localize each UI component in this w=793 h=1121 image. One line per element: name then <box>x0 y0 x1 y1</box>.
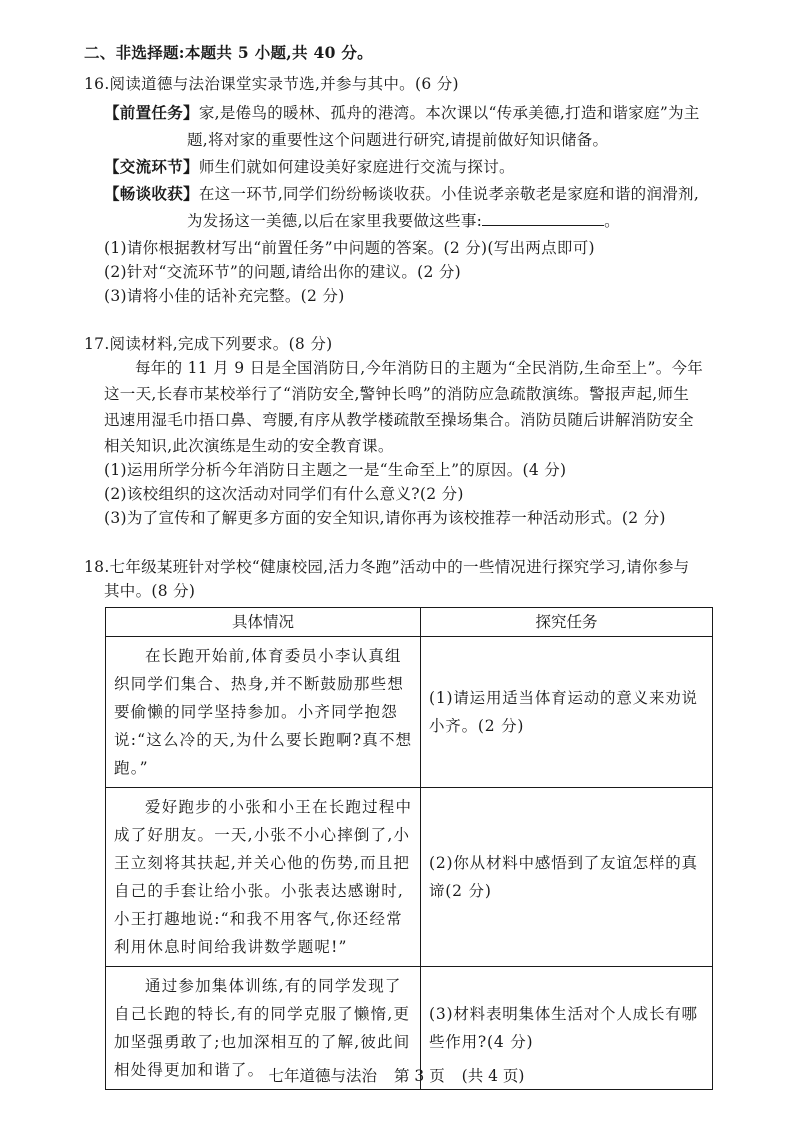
footer-subject: 七年道德与法治 <box>268 1067 378 1085</box>
q16-pre-task-tag: 【前置任务】 <box>104 103 199 122</box>
table-row <box>106 637 713 788</box>
q16-pre-task-line2: 题,将对家的重要性这个问题进行研究,请提前做好知识储备。 <box>187 131 609 149</box>
q16-stem: 16.阅读道德与法治课堂实录节选,并参与其中。(6 分) <box>84 75 459 93</box>
q17-material-line1: 每年的 11 月 9 日是全国消防日,今年消防日的主题为“全民消防,生命至上”。今年 <box>135 359 704 377</box>
q16-harvest-line2: 为发扬这一美德,以后在家里我要做这些事: 。 <box>187 212 620 230</box>
section-header: 二、非选择题:本题共 5 小题,共 40 分。 <box>84 43 373 62</box>
q16-sub3: (3)请将小佳的话补充完整。(2 分) <box>104 287 345 305</box>
q18-stem-line2: 其中。(8 分) <box>104 582 196 600</box>
q18-stem-line1: 18.七年级某班针对学校“健康校园,活力冬跑”活动中的一些情况进行探究学习,请你参与 <box>84 558 690 576</box>
footer-total-pages: (共 4 页) <box>461 1067 525 1085</box>
q16-harvest-line1: 【畅谈收获】在这一环节,同学们纷纷畅谈收获。小佳说孝亲敬老是家庭和谐的润滑剂, <box>104 184 700 203</box>
task-cell: (2)你从材料中感悟到了友谊怎样的真谛(2 分) <box>421 788 713 967</box>
q16-harvest-tag: 【畅谈收获】 <box>104 184 199 203</box>
task-cell: (3)材料表明集体生活对个人成长有哪些作用?(4 分) <box>421 967 713 1090</box>
q16-exchange-tag: 【交流环节】 <box>104 157 199 176</box>
q16-sub2: (2)针对“交流环节”的问题,请给出你的建议。(2 分) <box>104 263 462 281</box>
q18-table <box>105 607 713 1090</box>
situation-cell: 在长跑开始前,体育委员小李认真组织同学们集合、热身,并不断鼓励那些想要偷懒的同学坚持参加。小齐同学抱怨说:“这么冷的天,为什么要长跑啊?真不想跑。” <box>106 637 421 788</box>
q17-material-line2: 这一天,长春市某校举行了“消防安全,警钟长鸣”的消防应急疏散演练。警报声起,师生 <box>104 385 690 403</box>
q16-sub1: (1)请你根据教材写出“前置任务”中问题的答案。(2 分)(写出两点即可) <box>104 239 595 257</box>
q16-answer-blank[interactable] <box>482 211 604 226</box>
q16-exchange: 【交流环节】师生们就如何建设美好家庭进行交流与探讨。 <box>104 157 515 176</box>
q17-stem: 17.阅读材料,完成下列要求。(8 分) <box>84 335 333 353</box>
q17-sub2: (2)该校组织的这次活动对同学们有什么意义?(2 分) <box>104 485 464 503</box>
header-task: 探究任务 <box>421 608 713 637</box>
table-header-row <box>106 608 713 637</box>
header-situation: 具体情况 <box>106 608 421 637</box>
q17-sub3: (3)为了宣传和了解更多方面的安全知识,请你再为该校推荐一种活动形式。(2 分) <box>104 509 666 527</box>
page-footer <box>0 1064 793 1086</box>
footer-page-number: 第 3 页 <box>393 1067 445 1085</box>
table-row <box>106 788 713 967</box>
situation-cell: 通过参加集体训练,有的同学发现了自己长跑的特长,有的同学克服了懒惰,更加坚强勇敢了;也加深相互的了解,彼此间相处得更加和谐了。 <box>106 967 421 1090</box>
q17-material-line4: 相关知识,此次演练是生动的安全教育课。 <box>104 437 394 455</box>
q16-pre-task-line1: 【前置任务】家,是倦鸟的暖林、孤舟的港湾。本次课以“传承美德,打造和谐家庭”为主 <box>104 103 700 122</box>
situation-cell: 爱好跑步的小张和小王在长跑过程中成了好朋友。一天,小张不小心摔倒了,小王立刻将其扶起,并关心他的伤势,而且把自己的手套让给小张。小张表达感谢时,小王打趣地说:“和我不用客气,你还经常利用休息时间给我讲数学题呢!” <box>106 788 421 967</box>
q17-sub1: (1)运用所学分析今年消防日主题之一是“生命至上”的原因。(4 分) <box>104 461 567 479</box>
task-cell: (1)请运用适当体育运动的意义来劝说小齐。(2 分) <box>421 637 713 788</box>
q17-material-line3: 迅速用湿毛巾捂口鼻、弯腰,有序从教学楼疏散至操场集合。消防员随后讲解消防安全 <box>104 411 694 429</box>
